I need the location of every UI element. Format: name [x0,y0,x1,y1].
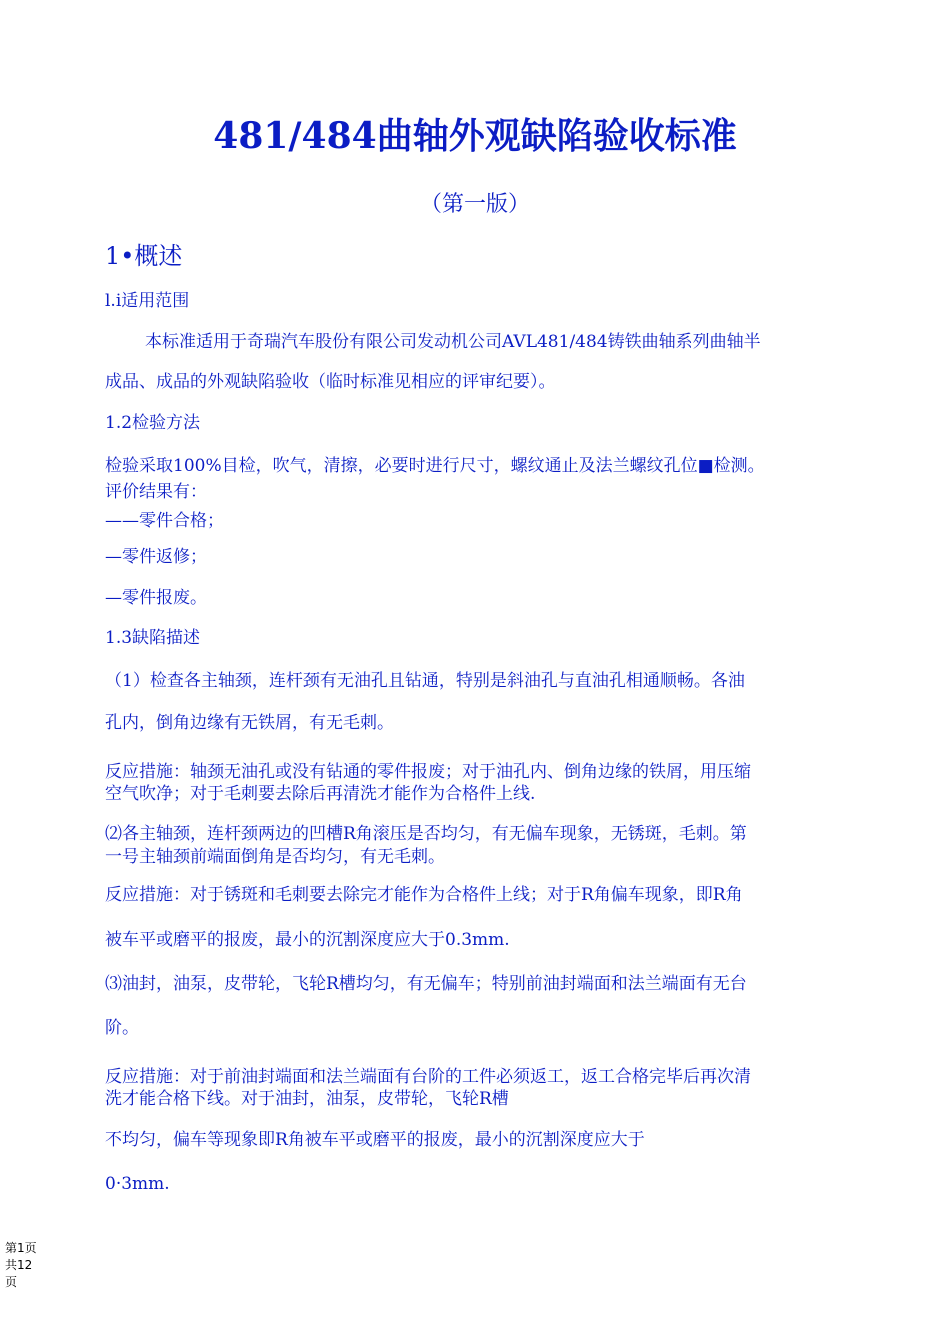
page-number-footer [5,1240,65,1291]
defect-item-1-line-1: （1）检查各主轴颈，连杆颈有无油孔且钻通，特别是斜油孔与直油孔相通顺畅。各油 [105,671,745,691]
defect-item-1-response-line-1: 反应措施：轴颈无油孔或没有钻通的零件报废；对于油孔内、倒角边缘的铁屑，用压缩 [105,762,751,782]
defect-item-2-line-2: 一号主轴颈前端面倒角是否均匀，有无毛刺。 [105,847,445,867]
page-number-line-1: 第1页 [5,1241,37,1255]
defect-item-1-response-line-2: 空气吹净；对于毛刺要去除后再清洗才能作为合格件上线. [105,784,536,804]
document-subtitle: （第一版） [419,192,530,217]
result-pass: ——零件合格； [105,511,224,531]
scope-paragraph-line-2: 成品、成品的外观缺陷验收（临时标准见相应的评审纪要）。 [105,372,556,392]
defect-item-3-response-line-1: 反应措施：对于前油封端面和法兰端面有台阶的工件必须返工，返工合格完毕后再次清 [105,1067,751,1087]
subsection-heading-scope: l.i适用范围 [105,291,190,311]
defect-item-2-response-line-1: 反应措施：对于锈斑和毛刺要去除完才能作为合格件上线；对于R角偏车现象，即R角 [105,885,743,905]
defect-item-3-response-line-4: 0·3mm. [105,1174,170,1194]
method-paragraph-line-1: 检验采取100%目检，吹气，清擦，必要时进行尺寸，螺纹通止及法兰螺纹孔位■检测。 [105,456,765,476]
result-repair: —零件返修； [105,547,207,567]
result-scrap: —零件报废。 [105,588,207,608]
defect-item-3-line-2: 阶。 [105,1018,139,1038]
document-title: 481/484曲轴外观缺陷验收标准 [213,115,737,157]
defect-item-2-response-line-2: 被车平或磨平的报废，最小的沉割深度应大于0.3mm. [105,930,510,950]
defect-item-3-response-line-2: 洗才能合格下线。对于油封，油泵，皮带轮，飞轮R槽 [105,1089,509,1109]
section-heading-overview: 1•概述 [105,242,183,270]
defect-item-3-line-1: ⑶油封，油泵，皮带轮，飞轮R槽均匀，有无偏车；特别前油封端面和法兰端面有无台 [105,974,747,994]
page-number-line-3: 页 [5,1275,18,1289]
defect-item-2-line-1: ⑵各主轴颈，连杆颈两边的凹槽R角滚压是否均匀，有无偏车现象，无锈斑，毛刺。第 [105,824,747,844]
scope-paragraph-line-1: 本标准适用于奇瑞汽车股份有限公司发动机公司AVL481/484铸铁曲轴系列曲轴半 [145,332,761,352]
page-number-line-2: 共12 [5,1258,33,1272]
method-paragraph-line-2: 评价结果有： [105,482,207,502]
defect-item-3-response-line-3: 不均匀，偏车等现象即R角被车平或磨平的报废，最小的沉割深度应大于 [105,1130,645,1150]
subsection-heading-method: 1.2检验方法 [105,413,201,433]
defect-item-1-line-2: 孔内，倒角边缘有无铁屑，有无毛刺。 [105,713,394,733]
subsection-heading-defects: 1.3缺陷描述 [105,628,201,648]
